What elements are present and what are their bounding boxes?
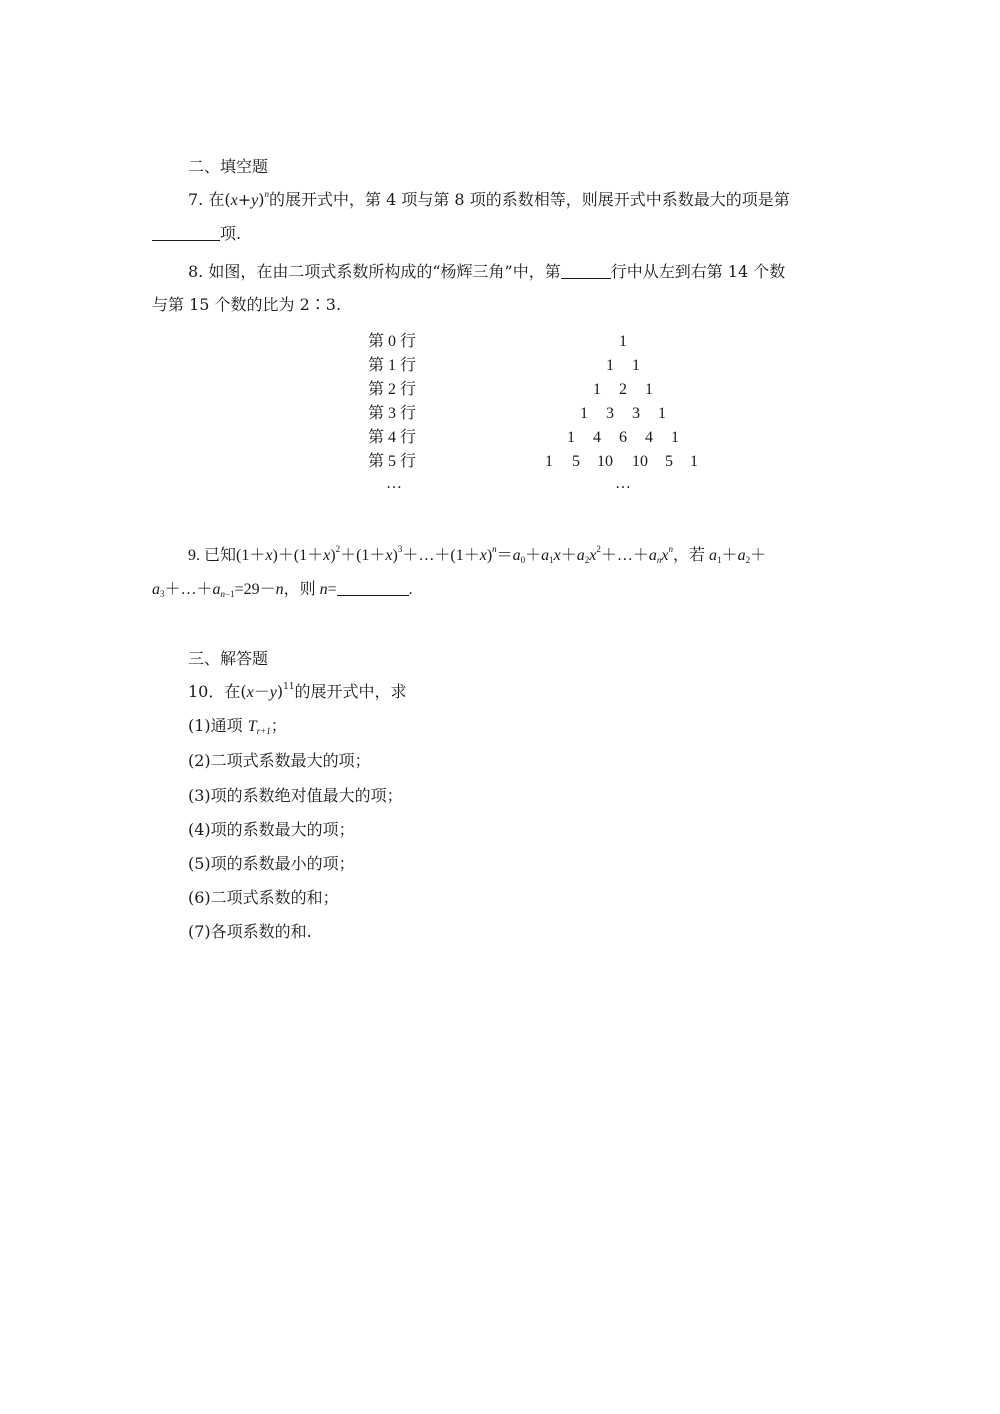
row-label: 第 0 行 bbox=[368, 333, 417, 350]
question-8-line-2: 与第 15 个数的比为 2∶3. bbox=[152, 295, 342, 314]
question-10-stem: 10．在$(x-y)^{11}$的展开式中，求 bbox=[188, 682, 407, 701]
question-7-line-2: 项. bbox=[152, 224, 241, 244]
question-10-item-2: (2)二项式系数最大的项； bbox=[188, 751, 371, 770]
question-9-line-1: 9. 已知$(1+x)+(1+x)^2+(1+x)^3+\dots+(1+x)^n=a_0+a_1x+a_2x^2+\dots+a_nx^n$，若 $a_1+a_2+$ bbox=[188, 544, 767, 565]
question-9-line-2: $a_3+\dots+a_{n-1}=29-n$，则 n= . bbox=[152, 581, 413, 599]
question-10-item-6: (6)二项式系数的和； bbox=[188, 888, 339, 907]
section-3-heading: 三、解答题 bbox=[188, 649, 269, 668]
answer-blank-q8[interactable] bbox=[561, 264, 611, 279]
row-label-ellipsis: … bbox=[386, 475, 402, 492]
row-label: 第 4 行 bbox=[368, 429, 417, 446]
question-10-item-7: (7)各项系数的和. bbox=[188, 922, 312, 941]
section-2-heading: 二、填空题 bbox=[188, 157, 269, 176]
question-10-item-4: (4)项的系数最大的项； bbox=[188, 820, 355, 839]
question-10-item-5: (5)项的系数最小的项； bbox=[188, 854, 355, 873]
row-label: 第 2 行 bbox=[368, 381, 417, 398]
answer-blank-q7[interactable] bbox=[152, 226, 220, 241]
question-8-line-1: 8. 如图，在由二项式系数所构成的“杨辉三角”中，第 行中从左到右第 14 个数 bbox=[188, 262, 786, 281]
question-10-item-3: (3)项的系数绝对值最大的项； bbox=[188, 786, 403, 805]
row-label: 第 3 行 bbox=[368, 405, 417, 422]
row-label: 第 5 行 bbox=[368, 453, 417, 470]
answer-blank-q9[interactable] bbox=[337, 581, 409, 596]
question-10-item-1: (1)通项 $T_{r+1}$； bbox=[188, 716, 287, 736]
row-label: 第 1 行 bbox=[368, 357, 417, 374]
question-7-line-1: 7. 在$(x+y)^n$的展开式中，第 4 项与第 8 项的系数相等，则展开式中系数最大的项是第 bbox=[188, 189, 790, 209]
